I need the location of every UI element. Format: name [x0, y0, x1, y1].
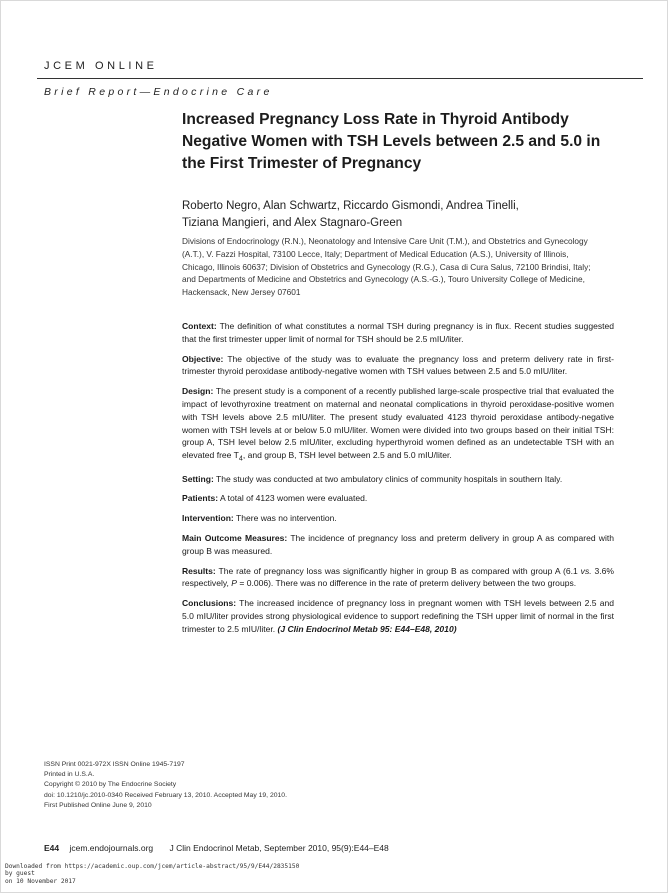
abstract-citation: (J Clin Endocrinol Metab 95: E44–E48, 2010) [277, 623, 457, 634]
issn: ISSN Print 0021-972X ISSN Online 1945-7197 [44, 761, 185, 768]
abstract-conclusions [182, 597, 614, 635]
abstract-outcome [182, 532, 614, 558]
download-line-3: on 10 November 2017 [5, 877, 76, 885]
patients-text: A total of 4123 women were evaluated. [220, 493, 368, 504]
design-text: The present study is a component of a recently published large-scale prospective trial that evaluated the impact of levothyroxine treatment on maternal and neonatal complications in thyroid peroxidase-positive women with TSH levels above 2.5 mIU/liter. The present study evaluated 4123 thyroid peroxidase antibody-negative women with TSH levels at or below 5.0 mIU/liter. Women were divided into two groups based on their initial TSH: group A, TSH level below 2.5 mIU/liter, excluding hyperthyroid women defined as an undetectable TSH with an elevated free T [182, 386, 614, 461]
authors-line-1: Roberto Negro, Alan Schwartz, Riccardo Gismondi, Andrea Tinelli, [182, 200, 519, 212]
design-subscript: 4 [238, 454, 243, 463]
abstract-patients [182, 492, 614, 505]
intervention-label: Intervention: [182, 513, 234, 524]
doi-received: doi: 10.1210/jc.2010-0340 Received February 13, 2010. Accepted May 19, 2010. [44, 791, 287, 799]
results-vs: vs. [580, 565, 592, 576]
printed-in: Printed in U.S.A. [44, 771, 95, 779]
article-title: Increased Pregnancy Loss Rate in Thyroid Antibody Negative Women with TSH Levels between 2.5 and 5.0 in the First Trimester of Pregnancy [182, 111, 601, 172]
author-list [182, 198, 602, 231]
section-label: Brief Report—Endocrine Care [44, 86, 273, 98]
results-label: Results: [182, 565, 216, 576]
outcome-label: Main Outcome Measures: [182, 533, 288, 544]
download-line-2: by guest [5, 870, 35, 878]
abstract-setting [182, 473, 614, 486]
abstract-objective [182, 353, 614, 379]
authors-line-2: Tiziana Mangieri, and Alex Stagnaro-Green [182, 216, 403, 229]
abstract-results [182, 565, 614, 591]
context-text: The definition of what constitutes a normal TSH during pregnancy is in flux. Recent studies suggested that the first trimester upper limit of normal for TSH should be 2.5 mIU/liter. [182, 321, 614, 344]
intervention-text: There was no intervention. [236, 513, 337, 524]
objective-text: The objective of the study was to evaluate the pregnancy loss and preterm delivery rate in first-trimester thyroid peroxidase antibody-negative women with TSH values between 2.5 and 5.0 mIU/liter. [182, 353, 614, 377]
patients-label: Patients: [182, 493, 219, 504]
results-text-a: The rate of pregnancy loss was significantly higher in group B as compared with group A (6.1 [218, 565, 578, 576]
publication-info [44, 760, 287, 811]
results-text-b: 3.6% respectively, [182, 565, 614, 589]
journal-site: jcem.endojournals.org [69, 843, 154, 853]
download-line-1: Downloaded from https://academic.oup.com/jcem/article-abstract/95/9/E44/2835150 [5, 863, 300, 870]
context-label: Context: [182, 321, 217, 331]
setting-text: The study was conducted at two ambulatory clinics of community hospitals in southern Italy. [216, 473, 563, 484]
abstract-context [182, 320, 614, 346]
setting-label: Setting: [182, 473, 214, 484]
results-p: P [231, 578, 237, 589]
header-rule [37, 78, 643, 79]
objective-label: Objective: [182, 353, 224, 364]
page-footer [44, 843, 389, 853]
abstract-intervention [182, 512, 614, 525]
first-published: First Published Online June 9, 2010 [44, 801, 152, 809]
affiliations: Divisions of Endocrinology (R.N.), Neonatology and Intensive Care Unit (T.M.), and Obstetrics and Gynecology (A.T.), V. Fazzi Hospital, 73100 Lecce, Italy; Department of Medical Education (A.S.), University of Illinois, Chicago, Illinois 60637; Division of Obstetrics and Gynecology (R.G.), Casa di Cura Salus, 72100 Brindisi, Italy; and Departments of Medicine and Obstetrics and Gynecology (A.S.-G.), Touro University College of Medicine, Hackensack, New Jersey 07601 [182, 236, 591, 298]
footer-citation: J Clin Endocrinol Metab, September 2010, 95(9):E44–E48 [169, 843, 389, 853]
journal-name: JCEM ONLINE [44, 60, 158, 72]
design-text-end: , and group B, TSH level between 2.5 and 5.0 mIU/liter. [242, 450, 452, 461]
results-text-c: = 0.006). There was no difference in the rate of preterm delivery between the two groups. [239, 578, 577, 589]
design-label: Design: [182, 386, 214, 397]
outcome-text: The incidence of pregnancy loss and preterm delivery in group A as compared with group B was measured. [182, 533, 614, 556]
copyright: Copyright © 2010 by The Endocrine Society [44, 781, 177, 789]
abstract-design [182, 385, 614, 465]
download-stamp [5, 863, 299, 885]
abstract [182, 320, 614, 643]
page-number: E44 [44, 843, 60, 853]
conclusions-text: The increased incidence of pregnancy loss in pregnant women with TSH levels between 2.5 and 5.0 mIU/liter provides strong physiological evidence to support redefining the TSH upper limit of normal in the first trimester to 2.5 mIU/liter. [182, 598, 614, 634]
conclusions-label: Conclusions: [182, 598, 237, 609]
